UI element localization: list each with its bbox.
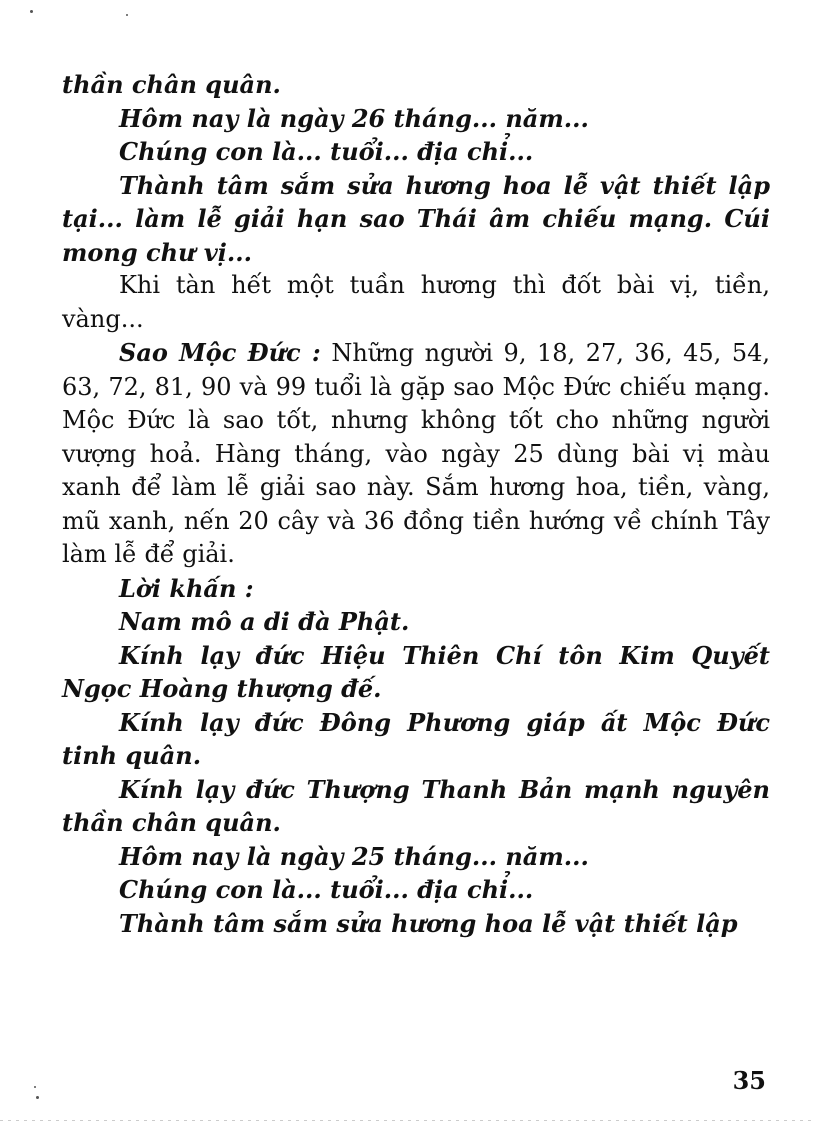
page-body	[62, 68, 770, 940]
prayer-line: Kính lạy đức Đông Phương giáp ất Mộc Đức tinh quân.	[62, 707, 770, 770]
scan-speck	[126, 14, 128, 16]
prayer-line: Nam mô a di đà Phật.	[119, 607, 410, 636]
prayer-line: Chúng con là... tuổi... địa chỉ...	[119, 875, 534, 904]
paragraph-2: Hôm nay là ngày 26 tháng... năm...	[119, 103, 589, 133]
paragraph-5: Khi tàn hết một tuần hương thì đốt bài vị, tiền, vàng...	[62, 271, 770, 333]
prayer-line: Thành tâm sắm sửa hương hoa lễ vật thiết lập	[119, 908, 738, 938]
paragraph-1: thần chân quân.	[62, 70, 281, 99]
scan-speck	[36, 1096, 39, 1099]
prayer-line: Hôm nay là ngày 25 tháng... năm...	[119, 841, 589, 871]
scan-speck	[34, 1086, 36, 1088]
paragraph-4: Thành tâm sắm sửa hương hoa lễ vật thiết lập tại... làm lễ giải hạn sao Thái âm chiếu mạng. Cúi mong chư vị...	[62, 170, 770, 267]
sao-moc-duc-title: Sao Mộc Đức :	[119, 338, 321, 367]
page-number: 35	[732, 1066, 766, 1095]
paragraph-3: Chúng con là... tuổi... địa chỉ...	[119, 137, 534, 166]
scan-edge	[0, 1120, 816, 1121]
sao-moc-duc-body: Những người 9, 18, 27, 36, 45, 54, 63, 72, 81, 90 và 99 tuổi là gặp sao Mộc Đức chiếu mạng. Mộc Đức là sao tốt, nhưng không tốt cho những người vượng hoả. Hàng tháng, vào ngày 25 dùng bài vị màu xanh để làm lễ giải sao này. Sắm hương hoa, tiền, vàng, mũ xanh, nến 20 cây và 36 đồng tiền hướng về chính Tây làm lễ để giải.	[62, 339, 771, 568]
prayer-line: Kính lạy đức Hiệu Thiên Chí tôn Kim Quyết Ngọc Hoàng thượng đế.	[62, 640, 770, 703]
sao-moc-duc-paragraph	[62, 336, 770, 572]
prayer-heading: Lời khấn :	[119, 573, 254, 603]
prayer-line: Kính lạy đức Thượng Thanh Bản mạnh nguyên thần chân quân.	[62, 774, 770, 837]
scan-speck	[30, 10, 33, 13]
